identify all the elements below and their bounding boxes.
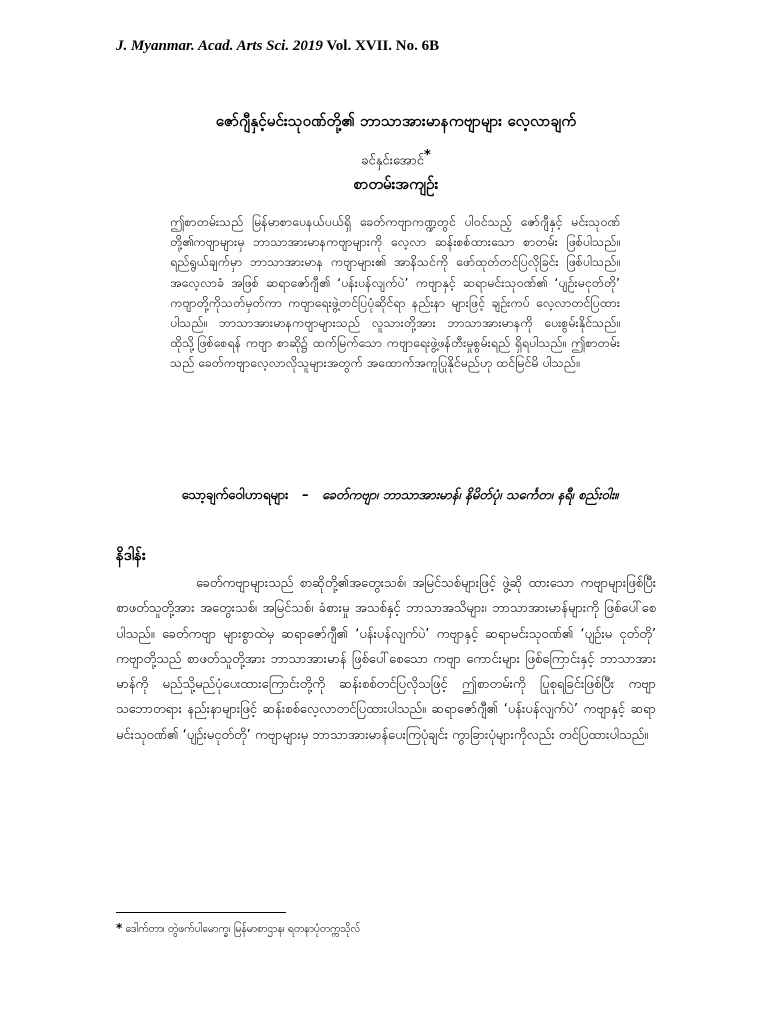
introduction-text: ခေတ်ကဗျာများသည် စာဆိုတို့၏အတွေးသစ်၊ အမြင်သစ်များဖြင့် ဖွဲ့ဆို ထားသော ကဗျာများဖြစ်ပြီး စာဖတ်သူတို့အား အတွေးသစ်၊ အမြင်သစ်၊ ခံစားမှု အသစ်နှင့် ဘာသာအသိများ၊ ဘာသာအားမာန်များကို ဖြစ်ပေါ်စေပါသည်။ ခေတ်ကဗျာ များစွာထဲမှ ဆရာဇော်ဂျီ၏ ‘ပန်းပန်လျက်ပဲ’ ကဗျာနှင့် ဆရာမင်းသုဝဏ်၏ ‘ပျဉ်းမ ငုတ်တို’ ကဗျာတို့သည် စာဖတ်သူတို့အား ဘာသာအားမာန် ဖြစ်ပေါ်စေသော ကဗျာ ကောင်းများ ဖြစ်ကြောင်းနှင့် ဘာသာအားမာန်ကို မည်သို့မည်ပုံပေးထားကြောင်းတို့ကို ဆန်းစစ်တင်ပြလိုသဖြင့် ဤစာတမ်းကို ပြုစုရခြင်းဖြစ်ပြီး ကဗျာသဘောတရား နည်းနာများဖြင့် ဆန်းစစ်လေ့လာတင်ပြထားပါသည်။ ဆရာဇော်ဂျီ၏ ‘ပန်းပန်လျက်ပဲ’ ကဗျာနှင့် ဆရာမင်းသုဝဏ်၏ ‘ပျဉ်းမငုတ်တို’ ကဗျာများမှ ဘာသာအားမာန်ပေးကြပုံချင်း ကွာခြားပုံများကိုလည်း တင်ပြထားပါသည်။ — [116, 576, 656, 743]
paper-title: ဇော်ဂျီနှင့်မင်းသုဝဏ်တို့၏ ဘာသာအားမာနကဗျာများ လေ့လာချက် — [215, 112, 577, 130]
keywords-block — [150, 483, 650, 509]
abstract-heading: စာတမ်းအကျဉ်း — [353, 175, 439, 193]
footnote-text: ဒေါက်တာ၊ တွဲဖက်ပါမောက္ခ၊ မြန်မာစာဌာန၊ ရတနာပုံတက္ကသိုလ် — [125, 923, 361, 935]
introduction-block — [116, 571, 656, 748]
footnote — [116, 921, 360, 938]
footnote-mark: * — [116, 921, 123, 935]
keywords-list: ခေတ်ကဗျာ၊ ဘာသာအားမာန်၊ နိမိတ်ပုံ၊ သင်္ကေတ၊ နရီ၊ စည်းဝါး။ — [322, 488, 619, 503]
journal-citation: J. Myanmar. Acad. Arts Sci. 2019 — [116, 38, 323, 54]
abstract-text: ဤစာတမ်းသည် မြန်မာစာပေနယ်ပယ်ရှိ ခေတ်ကဗျာကဏ္ဍတွင် ပါဝင်သည့် ဇော်ဂျီနှင့် မင်းသုဝဏ်တို့၏ကဗျာများမှ ဘာသာအားမာနကဗျာများကို လေ့လာ ဆန်းစစ်ထားသော စာတမ်း ဖြစ်ပါသည်။ ရည်ရွယ်ချက်မှာ ဘာသာအားမာန ကဗျာများ၏ အာနိသင်ကို ဖော်ထုတ်တင်ပြလိုခြင်း ဖြစ်ပါသည်။ အလေ့လာခံ အဖြစ် ဆရာဇော်ဂျီ၏ ‘ပန်းပန်လျက်ပဲ’ ကဗျာနှင့် ဆရာမင်းသုဝဏ်၏ ‘ပျဉ်းမငုတ်တို’ ကဗျာတို့ကိုသတ်မှတ်ကာ ကဗျာရေးဖွဲ့တင်ပြပုံဆိုင်ရာ နည်းနာ များဖြင့် ချဉ်းကပ် လေ့လာတင်ပြထားပါသည်။ ဘာသာအားမာနကဗျာများသည် လူသားတို့အား ဘာသာအားမာနကို ပေးစွမ်းနိုင်သည်။ ထိုသို့ဖြစ်စေရန် ကဗျာ စာဆို၌ ထက်မြက်သော ကဗျာရေးဖွဲ့ဖန်တီးမှုစွမ်းရည် ရှိရပါသည်။ ဤစာတမ်းသည် ခေတ်ကဗျာလေ့လာလိုသူများအတွက် အထောက်အကူပြုနိုင်မည်ဟု ထင်မြင်မိ ပါသည်။ — [170, 214, 620, 371]
introduction-heading: နိဒါန်း — [116, 546, 146, 564]
journal-header — [116, 38, 439, 55]
author-line — [116, 148, 676, 171]
author-footnote-mark: * — [423, 148, 431, 163]
author-name: ခင်နှင်းအောင် — [361, 153, 424, 169]
keywords-label: သော့ချက်ဝေါဟာရများ — [181, 488, 289, 503]
journal-volume: Vol. XVII. No. 6B — [322, 38, 440, 54]
keywords-dash: – — [302, 488, 309, 503]
abstract-block — [170, 212, 620, 374]
footnote-divider — [116, 912, 286, 913]
